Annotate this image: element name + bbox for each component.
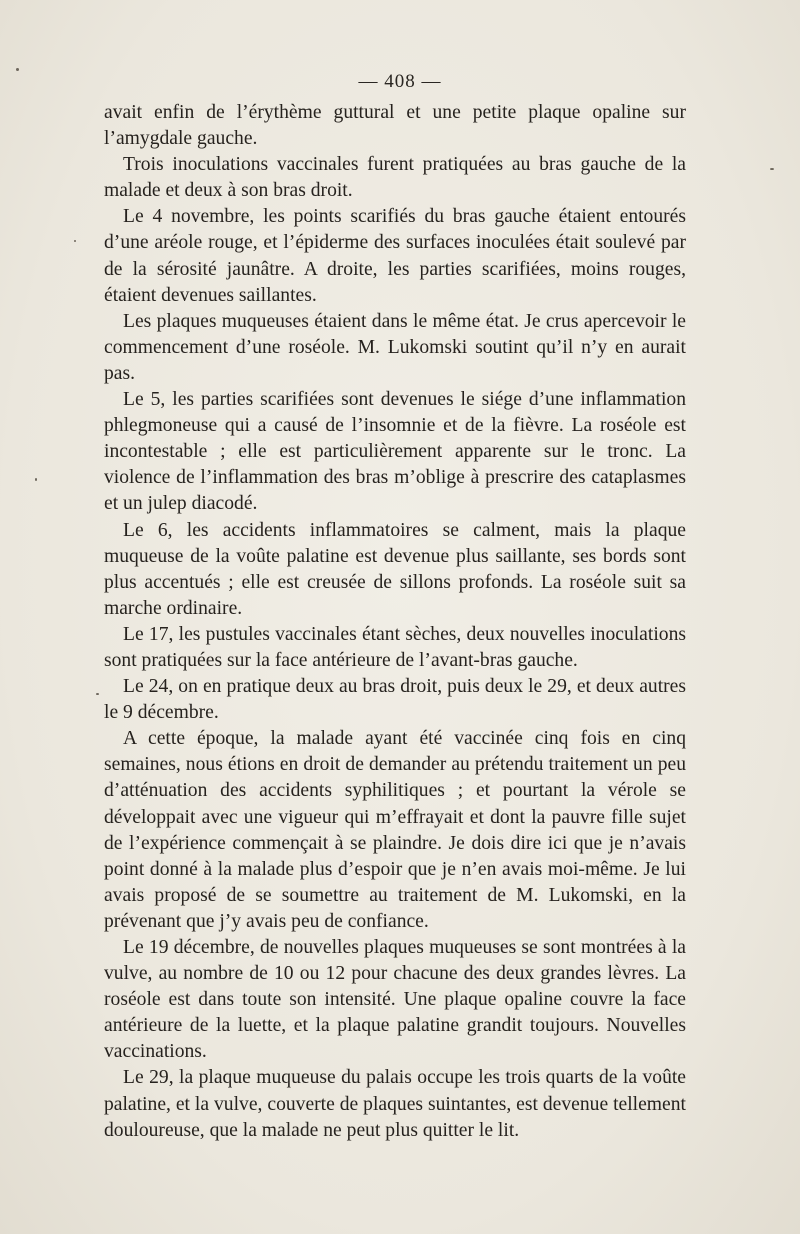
paragraph: Les plaques muqueuses étaient dans le même état. Je crus apercevoir le commencement d’une roséole. M. Lukomski soutint qu’il n’y en aurait pas.	[104, 310, 686, 384]
body-text	[104, 100, 686, 1144]
page-number: — 408 —	[358, 71, 442, 92]
paragraph: Le 24, on en pratique deux au bras droit, puis deux le 29, et deux autres le 9 décembre.	[104, 676, 686, 724]
paragraph: Le 6, les accidents inflammatoires se calment, mais la plaque muqueuse de la voûte palatine est devenue plus saillante, ses bords sont plus accentués ; elle est creusée de sillons profonds. La roséole suit sa marche ordinaire.	[104, 519, 686, 619]
margin-speck	[35, 478, 37, 481]
paragraph: Le 29, la plaque muqueuse du palais occupe les trois quarts de la voûte palatine, et la vulve, couverte de plaques suintantes, est devenue tellement douloureuse, que la malade ne peut plus quitter le lit.	[104, 1067, 686, 1141]
margin-speck	[770, 168, 774, 170]
paragraph: Trois inoculations vaccinales furent pratiquées au bras gauche de la malade et deux à son bras droit.	[104, 154, 686, 202]
paragraph: avait enfin de l’érythème guttural et une petite plaque opaline sur l’amygdale gauche.	[104, 102, 686, 150]
paragraph: Le 4 novembre, les points scarifiés du bras gauche étaient entourés d’une aréole rouge, et l’épiderme des surfaces inoculées était soulevé par de la sérosité jaunâtre. A droite, les parties scarifiées, moins rouges, étaient devenues saillantes.	[104, 206, 686, 306]
paragraph: Le 19 décembre, de nouvelles plaques muqueuses se sont montrées à la vulve, au nombre de 10 ou 12 pour chacune des deux grandes lèvres. La roséole est dans toute son intensité. Une plaque opaline couvre la face antérieure de la luette, et la plaque palatine grandit toujours. Nouvelles vaccinations.	[104, 937, 686, 1063]
paragraph: Le 17, les pustules vaccinales étant sèches, deux nouvelles inoculations sont pratiquées sur la face antérieure de l’avant-bras gauche.	[104, 623, 686, 671]
paragraph: Le 5, les parties scarifiées sont devenues le siége d’une inflammation phlegmoneuse qui a causé de l’insomnie et de la fièvre. La roséole est incontestable ; elle est particulièrement apparente sur le tronc. La violence de l’inflammation des bras m’oblige à prescrire des cataplasmes et un julep diacodé.	[104, 389, 686, 515]
paragraph: A cette époque, la malade ayant été vaccinée cinq fois en cinq semaines, nous étions en droit de demander au prétendu traitement un peu d’atténuation des accidents syphilitiques ; et pourtant la vérole se développait avec une vigueur qui m’effrayait et dont la pauvre fille sujet de l’expérience commençait à se plaindre. Je dois dire ici que je n’avais point donné à la malade plus d’espoir que je n’en avais moi-même. Je lui avais proposé de se soumettre au traitement de M. Lukomski, en la prévenant que j’y avais peu de confiance.	[104, 728, 686, 932]
margin-speck	[16, 68, 19, 71]
margin-speck	[74, 240, 76, 242]
margin-speck	[96, 693, 99, 695]
